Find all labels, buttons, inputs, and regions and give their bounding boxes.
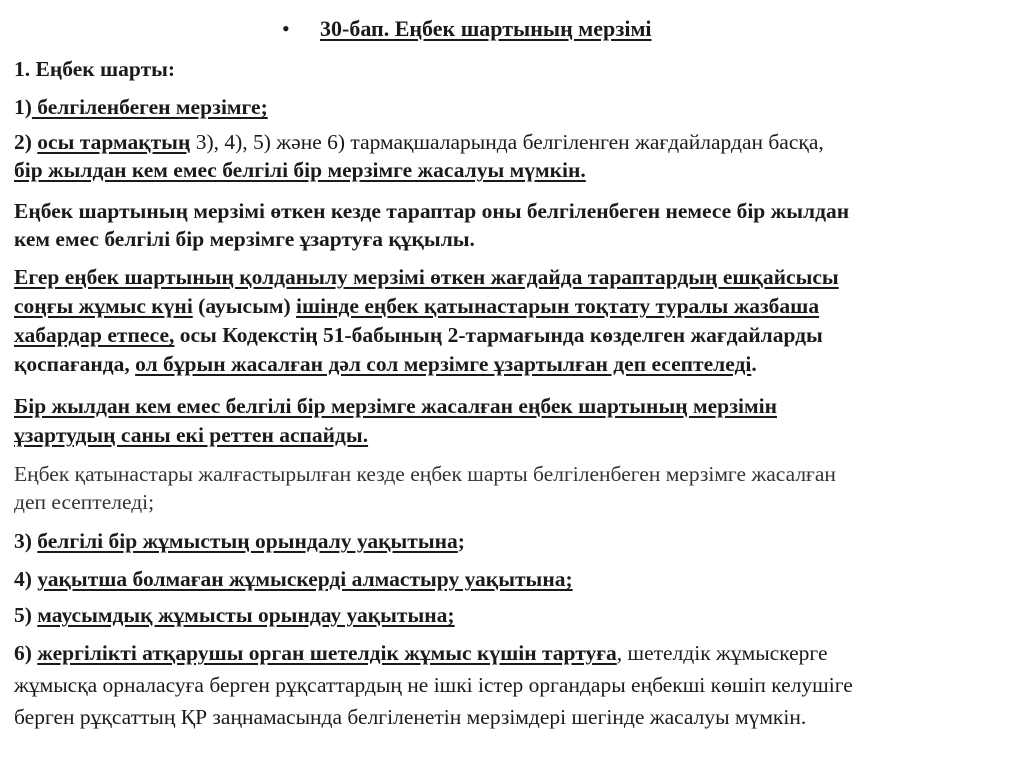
item-6-line-2: жұмысқа орналасуға берген рұқсаттардың не ішкі істер органдары еңбекші көшіп келушіге [14,673,853,697]
item-text: белгілі бір жұмыстың орындалу уақытына [37,529,458,553]
item-2-line-1 [14,129,824,155]
para-2-line-1: Егер еңбек шартының қолданылу мерзімі өткен жағдайда тараптардың ешқайсысы [14,265,839,289]
para-2-u1: соңғы жұмыс күні [14,294,193,318]
para-2-u4: ол бұрын жасалған дәл сол мерзімге ұзартылған деп есептеледі [135,352,752,376]
para-4-line-1: Еңбек қатынастары жалғастырылған кезде еңбек шарты белгіленбеген мерзімге жасалған [14,462,836,486]
para-2-line3-rest: осы Кодекстің 51-бабының 2-тармағында көзделген жағдайларды [174,323,823,347]
para-2-line-2 [14,293,819,319]
item-number: 6) [14,641,32,665]
para-2-line4-a: қоспағанда, [14,352,130,376]
clause-text: Еңбек шарты: [30,57,176,81]
item-1 [14,94,268,120]
page-title: 30-бап. Еңбек шартының мерзімі [320,16,652,41]
item-text: маусымдық жұмысты орындау уақытына; [37,603,455,627]
item-6-rest: , шетелдік жұмыскерге [616,641,828,665]
para-1-line-1: Еңбек шартының мерзімі өткен кезде тараптар оны белгіленбеген немесе бір жылдан [14,199,850,223]
bullet-marker: • [282,16,290,41]
item-3 [14,528,465,554]
item-number: 2) [14,130,32,154]
clause-1-heading [14,56,175,82]
para-2-line-3 [14,322,823,348]
para-2-u2: ішінде еңбек қатынастарын тоқтату туралы жазбаша [296,294,820,318]
para-2-line-4 [14,351,757,377]
para-2-mid: (ауысым) [192,294,297,318]
item-2-line-2: бір жылдан кем емес белгілі бір мерзімге жасалуы мүмкін. [14,158,586,182]
item-number: 3) [14,529,32,553]
item-5 [14,602,455,628]
para-1-line-2: кем емес белгілі бір мерзімге ұзартуға құқылы. [14,227,475,251]
item-6-underlined: жергілікті атқарушы орган шетелдік жұмыс күшін тартуға [37,641,617,665]
item-4 [14,566,573,592]
item-number: 5) [14,603,32,627]
item-6-line-3: берген рұқсаттың ҚР заңнамасында белгіленетін мерзімдері шегінде жасалуы мүмкін. [14,705,807,729]
item-number: 4) [14,567,32,591]
item-6-line-1 [14,640,828,666]
item-number: 1) [14,95,32,119]
item-text: уақытша болмаған жұмыскерді алмастыру уақытына; [37,567,573,591]
item-text: белгіленбеген мерзімге; [31,95,268,119]
item-2-underlined: осы тармақтың [37,130,191,154]
clause-number: 1. [14,57,31,81]
para-3-line-2: ұзартудың саны екі реттен аспайды. [14,423,369,447]
item-end: ; [457,529,465,553]
para-2-u3: хабардар етпесе, [14,323,175,347]
item-2-text: 3), 4), 5) және 6) тармақшаларында белгіленген жағдайлардан басқа, [190,130,824,154]
para-3-line-1: Бір жылдан кем емес белгілі бір мерзімге жасалған еңбек шартының мерзімін [14,394,778,418]
para-2-end: . [751,352,757,376]
para-4-line-2: деп есептеледі; [14,490,155,514]
